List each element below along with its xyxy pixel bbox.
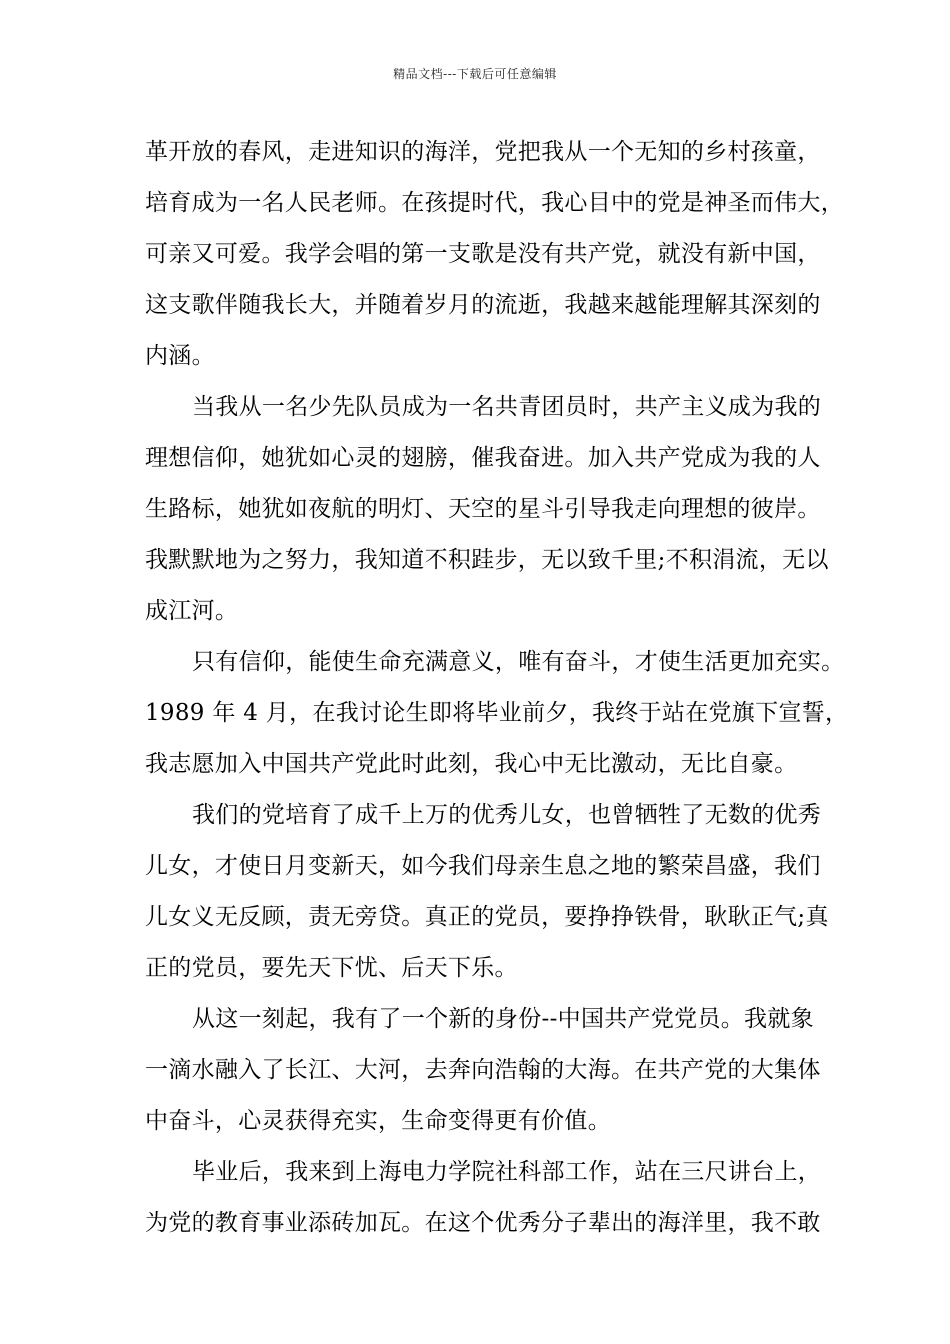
text-line: 理想信仰，她犹如心灵的翅膀，催我奋进。加入共产党成为我的人 xyxy=(145,445,821,471)
text-line: 为党的教育事业添砖加瓦。在这个优秀分子辈出的海洋里，我不敢 xyxy=(145,1210,821,1236)
text-line: 我默默地为之努力，我知道不积跬步，无以致千里;不积涓流，无以 xyxy=(145,547,829,573)
text-line: 生路标，她犹如夜航的明灯、天空的星斗引导我走向理想的彼岸。 xyxy=(145,496,821,522)
text-line: 1989 年 4 月，在我讨论生即将毕业前夕，我终于站在党旗下宣誓， xyxy=(145,700,849,726)
page-header: 精品文档---下载后可任意编辑 xyxy=(393,67,557,81)
text-line: 这支歌伴随我长大，并随着岁月的流逝，我越来越能理解其深刻的 xyxy=(145,292,821,318)
text-line: 毕业后，我来到上海电力学院社科部工作，站在三尺讲台上， xyxy=(192,1159,822,1185)
paragraph xyxy=(145,1147,825,1249)
text-line: 儿女，才使日月变新天，如今我们母亲生息之地的繁荣昌盛，我们 xyxy=(145,853,821,879)
text-line: 可亲又可爱。我学会唱的第一支歌是没有共产党，就没有新中国， xyxy=(145,241,821,267)
paragraph xyxy=(145,994,825,1147)
text-line: 当我从一名少先队员成为一名共青团员时，共产主义成为我的 xyxy=(192,394,822,420)
paragraph xyxy=(145,127,844,382)
text-line: 一滴水融入了长江、大河，去奔向浩翰的大海。在共产党的大集体 xyxy=(145,1057,821,1083)
paragraph xyxy=(145,637,849,790)
text-line: 革开放的春风，走进知识的海洋，党把我从一个无知的乡村孩童， xyxy=(145,139,821,165)
text-line: 成江河。 xyxy=(145,598,239,624)
text-line: 从这一刻起，我有了一个新的身份--中国共产党党员。我就象 xyxy=(192,1006,814,1032)
document-body xyxy=(145,127,849,1249)
paragraph xyxy=(145,790,829,994)
text-line: 儿女义无反顾，责无旁贷。真正的党员，要挣挣铁骨，耿耿正气;真 xyxy=(145,904,829,930)
paragraph xyxy=(145,382,829,637)
text-line: 内涵。 xyxy=(145,343,215,369)
text-line: 我志愿加入中国共产党此时此刻，我心中无比激动，无比自豪。 xyxy=(145,751,798,777)
text-line: 培育成为一名人民老师。在孩提时代，我心目中的党是神圣而伟大， xyxy=(145,190,844,216)
text-line: 中奋斗，心灵获得充实，生命变得更有价值。 xyxy=(145,1108,611,1134)
text-line: 正的党员，要先天下忧、后天下乐。 xyxy=(145,955,518,981)
text-line: 只有信仰，能使生命充满意义，唯有奋斗，才使生活更加充实。 xyxy=(192,649,845,675)
text-line: 我们的党培育了成千上万的优秀儿女，也曾牺牲了无数的优秀 xyxy=(192,802,822,828)
